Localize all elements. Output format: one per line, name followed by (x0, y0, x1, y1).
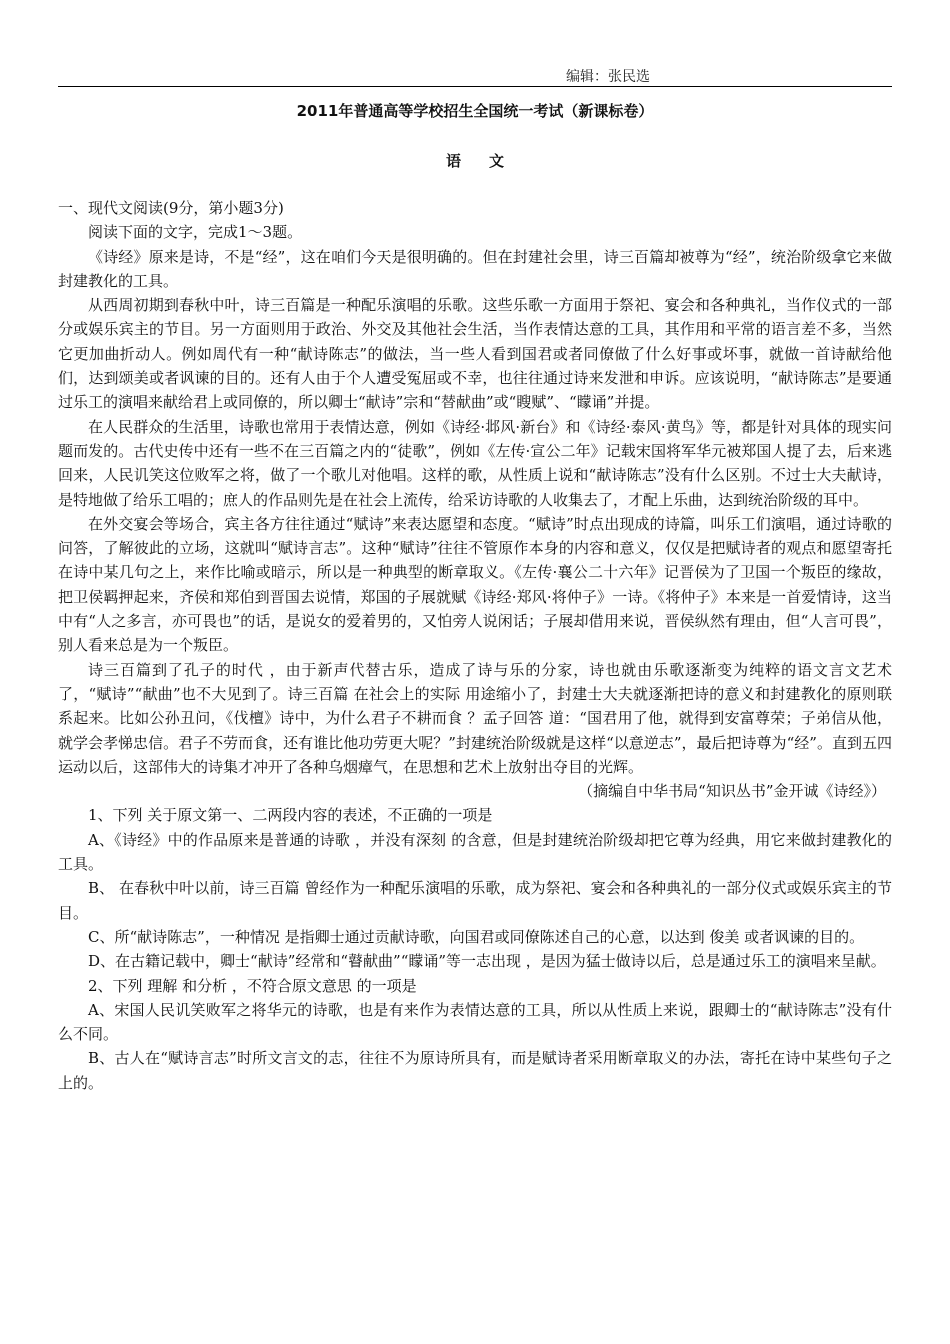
passage-paragraph: 在人民群众的生活里，诗歌也常用于表情达意，例如《诗经·邶风·新台》和《诗经·泰风·黄鸟》等，都是针对具体的现实问题而发的。古代史传中还有一些不在三百篇之内的“徒歌”，例如《左传·宣公二年》记载宋国将军华元被郑国人提了去，后来逃回来，人民讥笑这位败军之将，做了一个歌儿对他唱。这样的歌，从性质上说和“献诗陈志”没有什么区别。不过士大夫献诗，是特地做了给乐工唱的；庶人的作品则先是在社会上流传，给采访诗歌的人收集去了，才配上乐曲，达到统治阶级的耳中。 (58, 417, 892, 509)
passage-source: （摘编自中华书局“知识丛书”金开诚《诗经》） (578, 782, 886, 801)
question-1-option-a: A、《诗经》中的作品原来是普通的诗歌 ，并没有深刻 的含意，但是封建统治阶级却把它尊为经典，用它来做封建教化的工具。 (58, 830, 892, 874)
section-heading: 一、现代文阅读(9分，第小题3分) (58, 199, 284, 217)
reading-instruction: 阅读下面的文字，完成1～3题。 (88, 223, 303, 242)
passage-paragraph: 《诗经》原来是诗，不是“经”，这在咱们今天是很明确的。但在封建社会里，诗三百篇却被尊为“经”，统治阶级拿它来做封建教化的工具。 (58, 247, 892, 290)
question-1-stem: 1、下列 关于原文第一、二两段内容的表述，不正确的一项是 (88, 806, 493, 825)
header-rule (58, 86, 892, 87)
exam-title: 2011年普通高等学校招生全国统一考试（新课标卷） (296, 102, 654, 120)
question-2-option-a: A、宋国人民讥笑败军之将华元的诗歌，也是有来作为表情达意的工具，所以从性质上来说，跟卿士的“献诗陈志”没有什么不同。 (58, 1000, 892, 1044)
editor-credit: 编辑：张民选 (566, 69, 650, 85)
passage-paragraph: 从西周初期到春秋中叶，诗三百篇是一种配乐演唱的乐歌。这些乐歌一方面用于祭祀、宴会和各种典礼，当作仪式的一部分或娱乐宾主的节目。另一方面则用于政治、外交及其他社会生活，当作表情达意的工具，其作用和平常的语言差不多，当然它更加曲折动人。例如周代有一种“献诗陈志”的做法，当一些人看到国君或者同僚做了什么好事或坏事，就做一首诗献给他们，达到颂美或者讽谏的目的。还有人由于个人遭受冤屈或不幸，也往往通过诗来发泄和申诉。应该说明，“献诗陈志”是要通过乐工的演唱来献给君上或同僚的，所以卿士“献诗”宗和“替献曲”或“瞍赋”、“矇诵”并提。 (58, 296, 892, 412)
passage-paragraph: 在外交宴会等场合，宾主各方往往通过“赋诗”来表达愿望和态度。“赋诗”时点出现成的诗篇，叫乐工们演唱，通过诗歌的问答，了解彼此的立场，这就叫“赋诗言志”。这种“赋诗”往往不管原作本身的内容和意义，仅仅是把赋诗者的观点和愿望寄托在诗中某几句之上，来作比喻或暗示，所以是一种典型的断章取义。《左传·襄公二十六年》记晋侯为了卫国一个叛臣的缘故，把卫侯羁押起来，齐侯和郑伯到晋国去说情，郑国的子展就赋《诗经·郑风·将仲子》一诗。《将仲子》本来是一首爱情诗，这当中有“人之多言，亦可畏也”的话，是说女的爱着男的，又怕旁人说闲话；子展却借用来说，晋侯纵然有理由，但“人言可畏”，别人看来总是为一个叛臣。 (58, 514, 892, 655)
question-1-option-b: B、 在春秋中叶以前，诗三百篇 曾经作为一种配乐演唱的乐歌，成为祭祀、宴会和各种典礼的一部分仪式或娱乐宾主的节目。 (58, 879, 892, 922)
subject-title: 语文 (445, 152, 532, 170)
question-2-option-b: B、古人在“赋诗言志”时所文言文的志，往往不为原诗所具有，而是赋诗者采用断章取义的办法，寄托在诗中某些句子之上的。 (58, 1049, 892, 1092)
question-1-option-d: D、在古籍记载中，卿士“献诗”经常和“瞽献曲”“矇诵”等一志出现 ，是因为猛士做诗以后，总是通过乐工的演唱来呈献。 (88, 952, 886, 971)
question-1-option-c: C、所“献诗陈志”，一种情况 是指卿士通过贡献诗歌，向国君或同僚陈述自己的心意，以达到 俊美 或者讽谏的目的。 (88, 927, 865, 946)
exam-body (58, 196, 892, 1095)
passage-paragraph: 诗三百篇到了孔子的时代 ，由于新声代替古乐，造成了诗与乐的分家，诗也就由乐歌逐渐变为纯粹的语文言文艺术 了，“赋诗”“献曲”也不大见到了。诗三百篇 在社会上的实际 用途缩小了，封建士大夫就逐渐把诗的意义和封建教化的原则联系起来。比如公孙丑问，《伐檀》诗中，为什么君子不耕而食 ？孟子回答 道：“国君用了他，就得到安富尊荣；子弟信从他，就学会孝悌忠信。君子不劳而食，还有谁比他功劳更大呢？”封建统治阶级就是这样“以意逆志”，最后把诗尊为“经”。直到五四运动以后，这部伟大的诗集才冲开了各种乌烟瘴气，在思想和艺术上放射出夺目的光辉。 (58, 660, 892, 776)
question-2-stem: 2、下列 理解 和分析 ，不符合原文意思 的一项是 (88, 976, 417, 995)
